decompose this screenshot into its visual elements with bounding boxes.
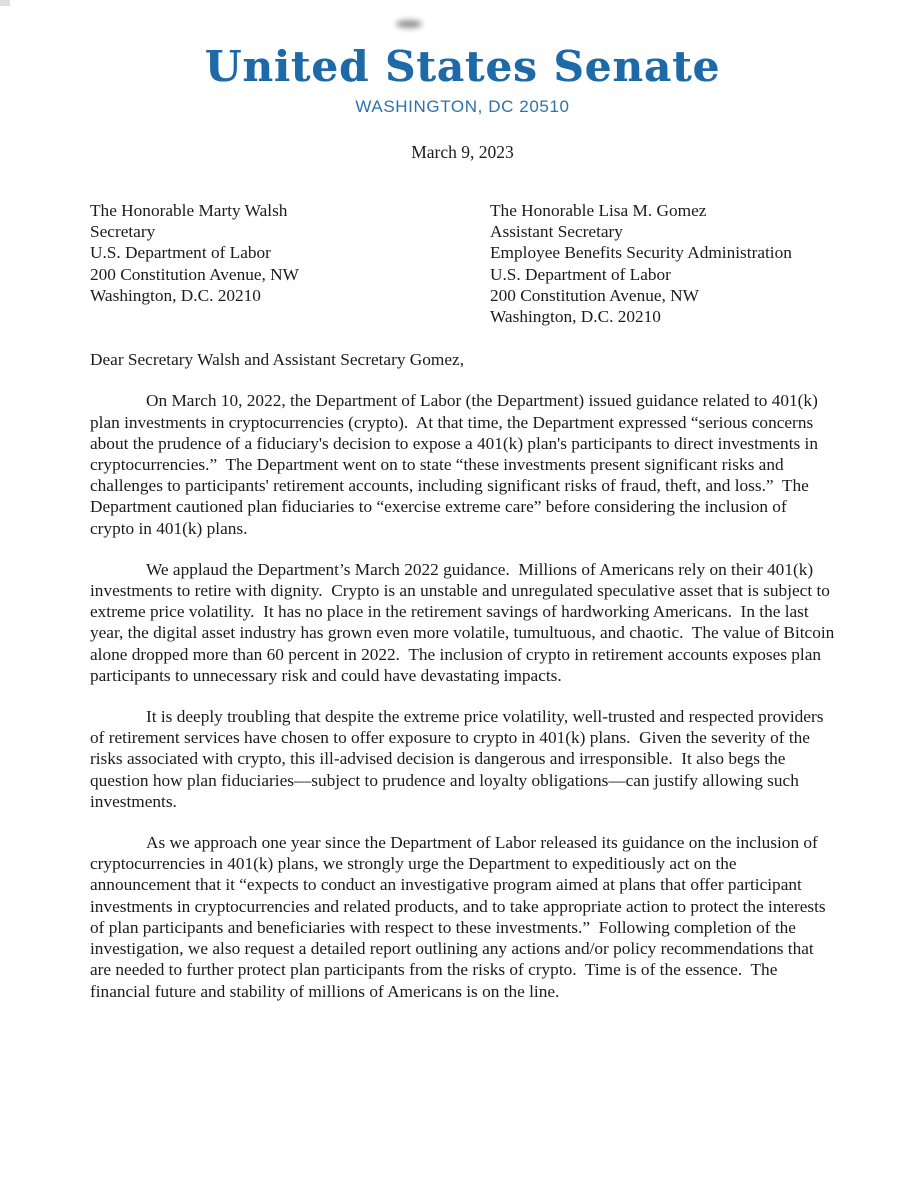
recipient-gomez-block [490,200,835,327]
recipient-line: Employee Benefits Security Administration [490,243,792,263]
recipient-line: 200 Constitution Avenue, NW [90,264,299,284]
recipient-line: Secretary [90,222,156,242]
body-paragraph-2: We applaud the Department’s March 2022 guidance. Millions of Americans rely on their 401(k) investments to retire with dignity. Crypto is an unstable and unregulated speculative asset that is subject to extreme price volatility. It has no place in the retirement savings of hardworking Americans. In the last year, the digital asset industry has grown even more volatile, tumultuous, and chaotic. The value of Bitcoin alone dropped more than 60 percent in 2022. The inclusion of crypto in retirement accounts exposes plan participants to unnecessary risk and could have devastating impacts. [90,559,839,685]
recipient-line: 200 Constitution Avenue, NW [490,285,699,305]
scan-artifact-corner [0,0,10,6]
letterhead-title: United States Senate [204,42,721,91]
recipient-line: The Honorable Lisa M. Gomez [490,201,707,220]
salutation: Dear Secretary Walsh and Assistant Secretary Gomez, [90,350,465,370]
body-paragraph-4: As we approach one year since the Department of Labor released its guidance on the inclusion of cryptocurrencies in 401(k) plans, we strongly urge the Department to expeditiously act on the announcement that it “expects to conduct an investigative program aimed at plans that offer participant investments in cryptocurrencies and related products, and to take appropriate action to protect the interests of plan participants and beneficiaries with respect to these investments.” Following completion of the investigation, we also request a detailed report outlining any actions and/or policy recommendations that are needed to further protect plan participants from the risks of crypto. Time is of the essence. The financial future and stability of millions of Americans is on the line. [90,833,830,1001]
letterhead-address: WASHINGTON, DC 20510 [355,97,570,116]
recipient-walsh-block [90,200,490,327]
recipient-blocks [90,200,835,327]
scan-artifact-smudge [396,20,422,28]
recipient-line: Assistant Secretary [490,222,623,242]
body-paragraph-1: On March 10, 2022, the Department of Labor (the Department) issued guidance related to 401(k) plan investments in cryptocurrencies (crypto). At that time, the Department expressed “serious concerns about the prudence of a fiduciary's decision to expose a 401(k) plan's participants to direct investments in cryptocurrencies.” The Department went on to state “these investments present significant risks and challenges to participants' retirement accounts, including significant risks of fraud, theft, and loss.” The Department cautioned plan fiduciaries to “exercise extreme care” before considering the inclusion of crypto in 401(k) plans. [90,391,823,538]
recipient-line: Washington, D.C. 20210 [490,307,661,327]
recipient-line: Washington, D.C. 20210 [90,285,261,305]
letter-date: March 9, 2023 [411,142,514,162]
recipient-line: U.S. Department of Labor [90,243,271,263]
recipient-line: U.S. Department of Labor [490,264,671,284]
letterhead [90,42,835,117]
body-paragraph-3: It is deeply troubling that despite the extreme price volatility, well-trusted and respected providers of retirement services have chosen to offer exposure to crypto in 401(k) plans. Given the severity of the risks associated with crypto, this ill-advised decision is dangerous and irresponsible. It also begs the question how plan fiduciaries—subject to prudence and loyalty obligations—can justify allowing such investments. [90,707,828,811]
recipient-line: The Honorable Marty Walsh [90,201,288,220]
